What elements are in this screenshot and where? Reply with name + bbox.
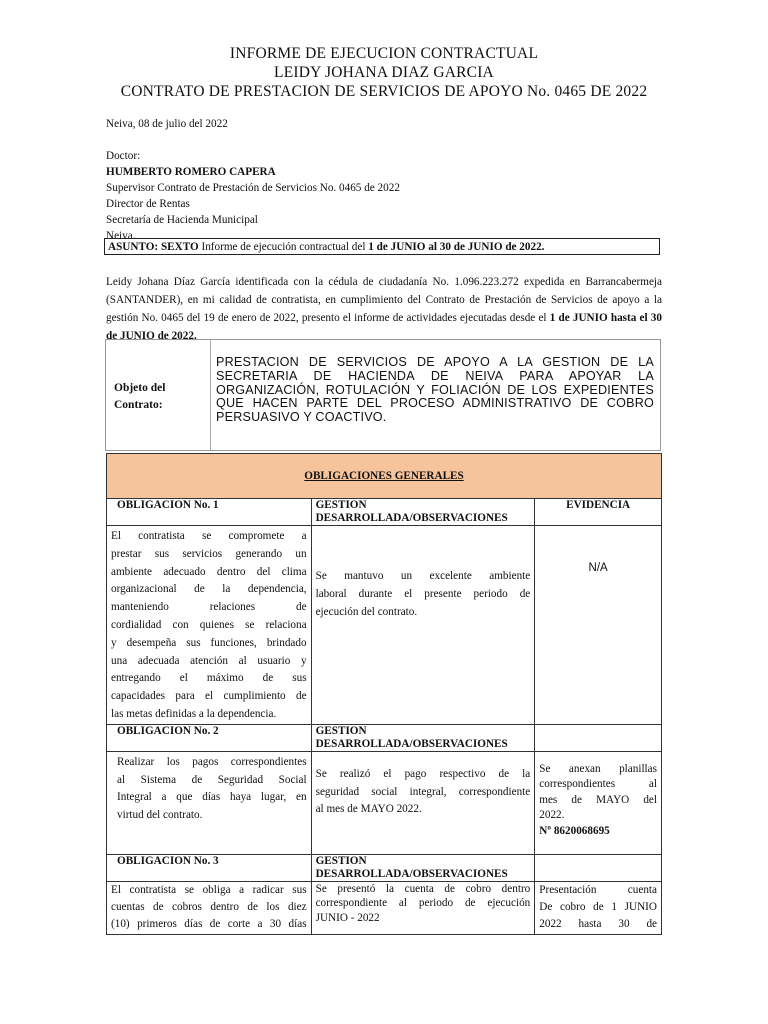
subject-label: ASUNTO: SEXTO xyxy=(108,241,199,253)
intro-line: Leidy Johana Díaz García identificada con la cédula de ciudadanía No. 1.096.223.272 expedida en Barrancabermeja xyxy=(106,276,662,288)
evidencia-text: Presentación cuenta De cobro de 1 JUNIO 2022 hasta 30 de xyxy=(535,881,662,934)
gestion-header: GESTION DESARROLLADA/OBSERVACIONES xyxy=(311,724,535,751)
table-row xyxy=(107,751,662,854)
subject-text: Informe de ejecución contractual del xyxy=(198,241,369,253)
contract-object-label: Objeto del Contrato: xyxy=(114,382,166,411)
intro-line: de JUNIO de 2022. xyxy=(106,330,197,342)
document-date: Neiva, 08 de julio del 2022 xyxy=(106,118,228,130)
obligation-text: El contratista se compromete a prestar sus servicios generando un ambiente adecuado dentro del clima organizacional de la dependencia, manteniendo relaciones de cordialidad con quienes se relaciona y desempeña sus funciones, brindado una adecuada atención al usuario y entregando el máximo de sus capacidades para el cumplimiento de las metas definidas a la dependencia. xyxy=(107,526,312,725)
gestion-header: GESTION DESARROLLADA/OBSERVACIONES xyxy=(311,854,535,881)
recipient-role-2: Director de Rentas xyxy=(106,198,190,210)
recipient-role-1: Supervisor Contrato de Prestación de Servicios No. 0465 de 2022 xyxy=(106,182,400,194)
table-row xyxy=(107,454,662,499)
salutation: Doctor: xyxy=(106,150,141,162)
intro-paragraph xyxy=(106,273,662,345)
contractor-name: LEIDY JOHANA DIAZ GARCIA xyxy=(274,64,494,81)
document-header xyxy=(0,44,768,101)
subject-period: 1 de JUNIO al 30 de JUNIO de 2022. xyxy=(368,241,545,253)
evidencia-text: Se anexan planillas correspondientes al mes de MAYO del 2022. Nº 8620068695 xyxy=(535,751,662,854)
obligation-label: OBLIGACION No. 2 xyxy=(107,724,312,751)
gestion-text: Se mantuvo un excelente ambiente laboral durante el presente periodo de ejecución del contrato. xyxy=(311,526,535,725)
intro-line: (SANTANDER), en mi calidad de contratista, en cumplimiento del Contrato de Prestación de Servicios de apoyo a la xyxy=(106,294,662,306)
recipient-name: HUMBERTO ROMERO CAPERA xyxy=(106,166,276,178)
intro-line: gestión No. 0465 del 19 de enero de 2022, presento el informe de actividades ejecutadas desde el 1 de JUNIO hasta el 30 xyxy=(106,312,662,324)
table-row xyxy=(107,526,662,725)
obligations-table xyxy=(106,453,662,935)
evidencia-header: EVIDENCIA xyxy=(535,499,662,526)
gestion-text: Se presentó la cuenta de cobro dentro correspondiente al periodo de ejecución JUNIO - 2022 xyxy=(311,881,535,934)
contract-object-box xyxy=(105,339,661,451)
subject-box xyxy=(104,238,660,255)
report-title: INFORME DE EJECUCION CONTRACTUAL xyxy=(229,45,539,62)
gestion-text: Se realizó el pago respectivo de la seguridad social integral, correspondiente al mes de MAYO 2022. xyxy=(311,751,535,854)
evidencia-text: N/A xyxy=(535,526,662,725)
obligations-title: OBLIGACIONES GENERALES xyxy=(107,454,662,499)
divider xyxy=(210,340,211,450)
planilla-number: Nº 8620068695 xyxy=(539,824,610,837)
gestion-header: GESTION DESARROLLADA/OBSERVACIONES xyxy=(311,499,535,526)
obligation-label: OBLIGACION No. 1 xyxy=(107,499,312,526)
obligation-text: Realizar los pagos correspondientes al Sistema de Seguridad Social Integral a que días haya lugar, en virtud del contrato. xyxy=(107,751,312,854)
obligation-label: OBLIGACION No. 3 xyxy=(107,854,312,881)
table-row xyxy=(107,499,662,526)
recipient-block xyxy=(106,148,400,244)
contract-object-text: PRESTACION DE SERVICIOS DE APOYO A LA GESTION DE LA SECRETARIA DE HACIENDA DE NEIVA PARA APOYAR LA ORGANIZACIÓN, ROTULACIÓN Y FOLIACIÓN DE LOS EXPEDIENTES QUE HACEN PARTE DEL PROCESO ADMINISTRATIVO DE COBRO PERSUASIVO Y COACTIVO. xyxy=(216,355,654,425)
obligation-text: El contratista se obliga a radicar sus cuentas de cobros dentro de los diez (10) primeros días de corte a 30 días xyxy=(107,881,312,934)
table-row xyxy=(107,724,662,751)
table-row xyxy=(107,881,662,934)
contract-title: CONTRATO DE PRESTACION DE SERVICIOS DE APOYO No. 0465 DE 2022 xyxy=(120,83,648,100)
recipient-city: Neiva. xyxy=(106,230,136,242)
table-row xyxy=(107,854,662,881)
recipient-role-3: Secretaría de Hacienda Municipal xyxy=(106,214,258,226)
